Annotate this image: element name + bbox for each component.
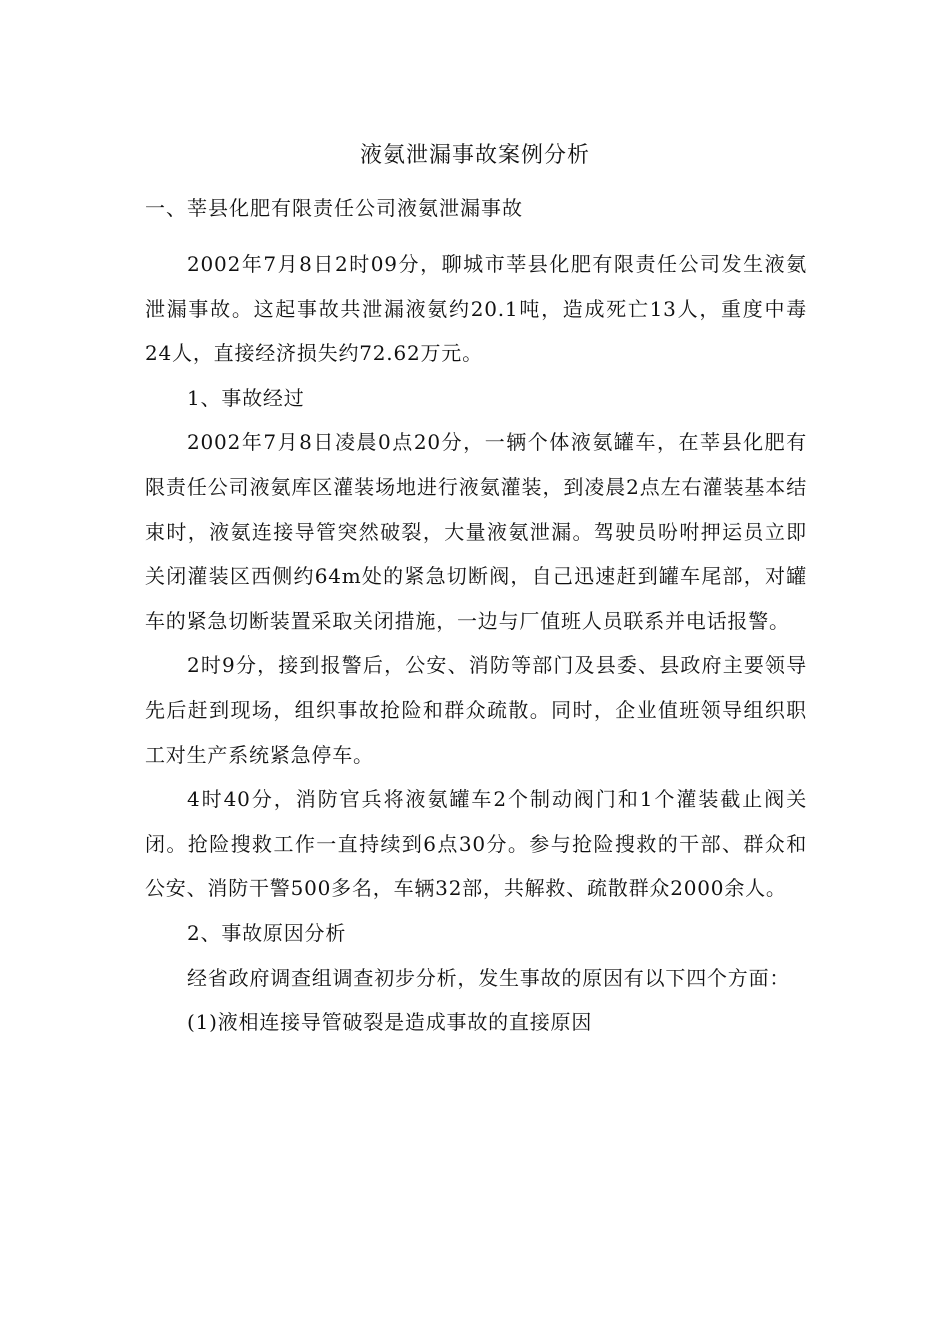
subheading-accident-process: 1、事故经过 [187, 385, 305, 410]
section-heading: 一、莘县化肥有限责任公司液氨泄漏事故 [145, 196, 523, 220]
document-body [145, 242, 807, 1045]
paragraph-emergency-response: 2时9分，接到报警后，公安、消防等部门及县委、县政府主要领导先后赶到现场，组织事故抢险和群众疏散。同时，企业值班领导组织职工对生产系统紧急停车。 [145, 653, 807, 767]
paragraph-summary: 2002年7月8日2时09分，聊城市莘县化肥有限责任公司发生液氨泄漏事故。这起事故共泄漏液氨约20.1吨，造成死亡13人，重度中毒24人，直接经济损失约72.62万元。 [145, 252, 807, 366]
paragraph-cause-intro: 经省政府调查组调查初步分析，发生事故的原因有以下四个方面： [187, 965, 791, 990]
paragraph-cause-1: (1)液相连接导管破裂是造成事故的直接原因 [187, 1010, 593, 1035]
paragraph-accident-process: 2002年7月8日凌晨0点20分，一辆个体液氨罐车，在莘县化肥有限责任公司液氨库区灌装场地进行液氨灌装，到凌晨2点左右灌装基本结束时，液氨连接导管突然破裂，大量液氨泄漏。驾驶员吩咐押运员立即关闭灌装区西侧约64m处的紧急切断阀，自己迅速赶到罐车尾部，对罐车的紧急切断装置采取关闭措施，一边与厂值班人员联系并电话报警。 [145, 430, 807, 633]
document-title: 液氨泄漏事故案例分析 [359, 143, 590, 168]
subheading-cause-analysis: 2、事故原因分析 [187, 920, 347, 945]
paragraph-rescue: 4时40分，消防官兵将液氨罐车2个制动阀门和1个灌装截止阀关闭。抢险搜救工作一直持续到6点30分。参与抢险搜救的干部、群众和公安、消防干警500多名，车辆32部，共解救、疏散群众2000余人。 [145, 787, 807, 901]
